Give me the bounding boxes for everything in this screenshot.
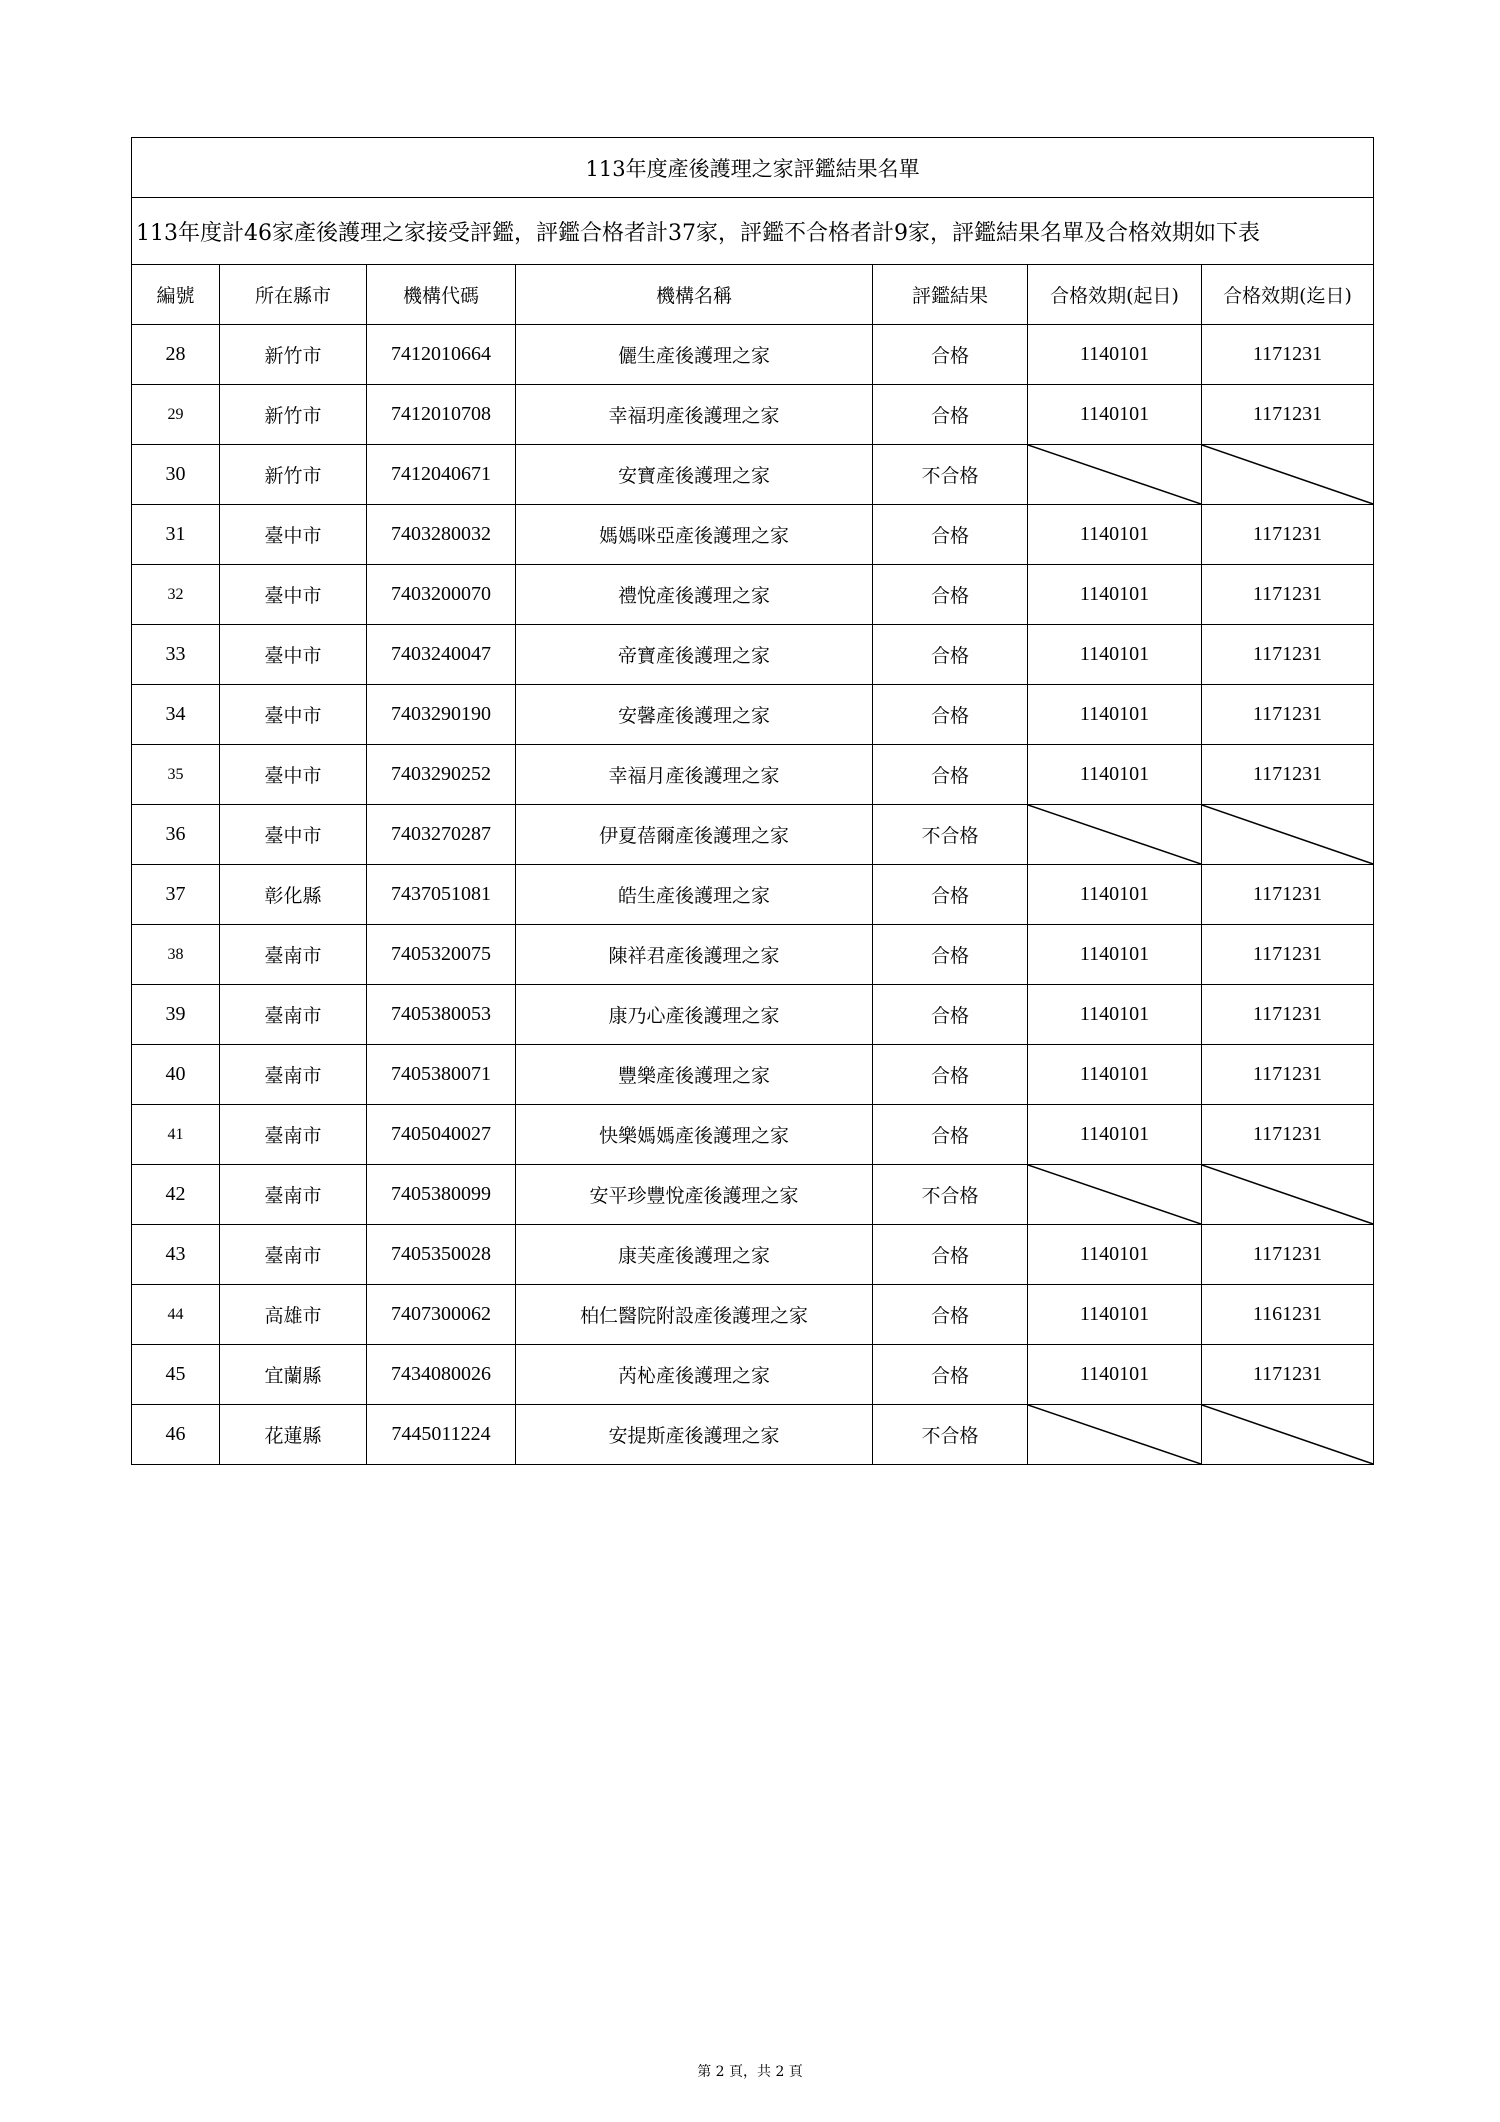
cell-no: 35 [132, 745, 220, 805]
cell-start: 1140101 [1028, 325, 1202, 385]
cell-result: 合格 [873, 685, 1028, 745]
cell-no: 29 [132, 385, 220, 445]
cell-name: 豐樂產後護理之家 [516, 1045, 873, 1105]
cell-no: 30 [132, 445, 220, 505]
cell-city: 臺中市 [220, 805, 367, 865]
cell-code: 7437051081 [367, 865, 516, 925]
table-row [132, 925, 1374, 985]
cell-name: 柏仁醫院附設產後護理之家 [516, 1285, 873, 1345]
cell-name: 安提斯產後護理之家 [516, 1405, 873, 1465]
cell-no: 41 [132, 1105, 220, 1165]
header-name: 機構名稱 [516, 265, 873, 325]
cell-no: 38 [132, 925, 220, 985]
cell-end-na-slash [1202, 445, 1374, 505]
cell-result: 合格 [873, 985, 1028, 1045]
cell-city: 臺南市 [220, 925, 367, 985]
cell-result: 合格 [873, 925, 1028, 985]
cell-start: 1140101 [1028, 1345, 1202, 1405]
cell-result: 不合格 [873, 1165, 1028, 1225]
table-row [132, 805, 1374, 865]
cell-code: 7405350028 [367, 1225, 516, 1285]
header-city: 所在縣市 [220, 265, 367, 325]
cell-result: 合格 [873, 1225, 1028, 1285]
cell-end: 1171231 [1202, 925, 1374, 985]
cell-city: 新竹市 [220, 325, 367, 385]
table-row [132, 1345, 1374, 1405]
table-row [132, 625, 1374, 685]
table-row [132, 565, 1374, 625]
cell-code: 7403240047 [367, 625, 516, 685]
cell-city: 臺中市 [220, 685, 367, 745]
cell-code: 7405380099 [367, 1165, 516, 1225]
cell-result: 合格 [873, 625, 1028, 685]
summary-row [132, 198, 1374, 265]
cell-code: 7403290252 [367, 745, 516, 805]
cell-name: 幸福月產後護理之家 [516, 745, 873, 805]
cell-start-na-slash [1028, 805, 1202, 865]
cell-code: 7405040027 [367, 1105, 516, 1165]
cell-code: 7405380053 [367, 985, 516, 1045]
cell-no: 31 [132, 505, 220, 565]
cell-result: 不合格 [873, 445, 1028, 505]
cell-result: 不合格 [873, 1405, 1028, 1465]
cell-end-na-slash [1202, 1165, 1374, 1225]
header-row [132, 265, 1374, 325]
cell-city: 臺中市 [220, 745, 367, 805]
cell-start: 1140101 [1028, 1105, 1202, 1165]
cell-code: 7412040671 [367, 445, 516, 505]
cell-result: 合格 [873, 385, 1028, 445]
cell-no: 36 [132, 805, 220, 865]
table-row [132, 1045, 1374, 1105]
cell-end: 1171231 [1202, 325, 1374, 385]
cell-no: 43 [132, 1225, 220, 1285]
cell-name: 陳祥君產後護理之家 [516, 925, 873, 985]
cell-end: 1171231 [1202, 865, 1374, 925]
table-row [132, 385, 1374, 445]
cell-end: 1171231 [1202, 505, 1374, 565]
cell-code: 7412010708 [367, 385, 516, 445]
cell-end: 1171231 [1202, 1045, 1374, 1105]
cell-result: 合格 [873, 1345, 1028, 1405]
evaluation-table [131, 137, 1374, 1465]
cell-no: 28 [132, 325, 220, 385]
cell-result: 不合格 [873, 805, 1028, 865]
cell-no: 42 [132, 1165, 220, 1225]
cell-no: 45 [132, 1345, 220, 1405]
cell-code: 7434080026 [367, 1345, 516, 1405]
cell-start-na-slash [1028, 1405, 1202, 1465]
cell-city: 彰化縣 [220, 865, 367, 925]
cell-name: 媽媽咪亞產後護理之家 [516, 505, 873, 565]
cell-name: 伊夏蓓爾產後護理之家 [516, 805, 873, 865]
cell-result: 合格 [873, 1285, 1028, 1345]
summary-text: 113年度計46家產後護理之家接受評鑑，評鑑合格者計37家，評鑑不合格者計9家，評鑑結果名單及合格效期如下表 [132, 198, 1374, 265]
cell-start-na-slash [1028, 1165, 1202, 1225]
cell-start: 1140101 [1028, 625, 1202, 685]
cell-no: 39 [132, 985, 220, 1045]
cell-code: 7407300062 [367, 1285, 516, 1345]
cell-result: 合格 [873, 565, 1028, 625]
page-footer: 第 2 頁，共 2 頁 [697, 2064, 803, 2080]
cell-code: 7403200070 [367, 565, 516, 625]
cell-city: 宜蘭縣 [220, 1345, 367, 1405]
cell-start: 1140101 [1028, 1045, 1202, 1105]
cell-start: 1140101 [1028, 745, 1202, 805]
table-row [132, 865, 1374, 925]
cell-city: 臺中市 [220, 565, 367, 625]
cell-name: 康芙產後護理之家 [516, 1225, 873, 1285]
title-row [132, 138, 1374, 198]
table-row [132, 1105, 1374, 1165]
cell-city: 高雄市 [220, 1285, 367, 1345]
header-result: 評鑑結果 [873, 265, 1028, 325]
table-title: 113年度產後護理之家評鑑結果名單 [132, 138, 1374, 198]
cell-name: 安平珍豐悅產後護理之家 [516, 1165, 873, 1225]
cell-city: 花蓮縣 [220, 1405, 367, 1465]
table-row [132, 985, 1374, 1045]
cell-start: 1140101 [1028, 505, 1202, 565]
cell-code: 7403280032 [367, 505, 516, 565]
header-code: 機構代碼 [367, 265, 516, 325]
table-row [132, 1165, 1374, 1225]
cell-code: 7445011224 [367, 1405, 516, 1465]
cell-end: 1161231 [1202, 1285, 1374, 1345]
cell-code: 7405380071 [367, 1045, 516, 1105]
cell-no: 32 [132, 565, 220, 625]
cell-city: 臺南市 [220, 1045, 367, 1105]
table-row [132, 505, 1374, 565]
cell-end: 1171231 [1202, 685, 1374, 745]
cell-no: 34 [132, 685, 220, 745]
cell-code: 7403290190 [367, 685, 516, 745]
cell-start: 1140101 [1028, 865, 1202, 925]
cell-end: 1171231 [1202, 745, 1374, 805]
table-row [132, 1285, 1374, 1345]
table-row [132, 445, 1374, 505]
cell-start: 1140101 [1028, 385, 1202, 445]
cell-name: 禮悅產後護理之家 [516, 565, 873, 625]
cell-start: 1140101 [1028, 925, 1202, 985]
cell-end-na-slash [1202, 1405, 1374, 1465]
cell-name: 帝寶產後護理之家 [516, 625, 873, 685]
cell-code: 7412010664 [367, 325, 516, 385]
cell-no: 33 [132, 625, 220, 685]
cell-city: 臺中市 [220, 625, 367, 685]
cell-code: 7405320075 [367, 925, 516, 985]
cell-end-na-slash [1202, 805, 1374, 865]
table-row [132, 1405, 1374, 1465]
cell-name: 幸福玥產後護理之家 [516, 385, 873, 445]
cell-name: 安寶產後護理之家 [516, 445, 873, 505]
cell-result: 合格 [873, 505, 1028, 565]
table-row [132, 745, 1374, 805]
cell-name: 快樂媽媽產後護理之家 [516, 1105, 873, 1165]
cell-result: 合格 [873, 865, 1028, 925]
cell-end: 1171231 [1202, 385, 1374, 445]
cell-name: 安馨產後護理之家 [516, 685, 873, 745]
cell-result: 合格 [873, 745, 1028, 805]
cell-start: 1140101 [1028, 685, 1202, 745]
cell-name: 芮杺產後護理之家 [516, 1345, 873, 1405]
cell-no: 44 [132, 1285, 220, 1345]
header-no: 編號 [132, 265, 220, 325]
cell-city: 新竹市 [220, 445, 367, 505]
cell-city: 臺南市 [220, 985, 367, 1045]
cell-end: 1171231 [1202, 985, 1374, 1045]
cell-result: 合格 [873, 325, 1028, 385]
table-row [132, 685, 1374, 745]
cell-city: 臺中市 [220, 505, 367, 565]
cell-city: 臺南市 [220, 1105, 367, 1165]
cell-name: 皓生產後護理之家 [516, 865, 873, 925]
cell-start: 1140101 [1028, 1225, 1202, 1285]
cell-start: 1140101 [1028, 985, 1202, 1045]
cell-no: 37 [132, 865, 220, 925]
cell-end: 1171231 [1202, 625, 1374, 685]
cell-end: 1171231 [1202, 1105, 1374, 1165]
cell-city: 臺南市 [220, 1225, 367, 1285]
header-start: 合格效期(起日) [1028, 265, 1202, 325]
cell-start: 1140101 [1028, 565, 1202, 625]
cell-city: 臺南市 [220, 1165, 367, 1225]
cell-result: 合格 [873, 1045, 1028, 1105]
cell-end: 1171231 [1202, 1345, 1374, 1405]
cell-name: 儷生產後護理之家 [516, 325, 873, 385]
cell-city: 新竹市 [220, 385, 367, 445]
header-end: 合格效期(迄日) [1202, 265, 1374, 325]
cell-start-na-slash [1028, 445, 1202, 505]
table-row [132, 325, 1374, 385]
cell-name: 康乃心產後護理之家 [516, 985, 873, 1045]
cell-no: 46 [132, 1405, 220, 1465]
cell-end: 1171231 [1202, 565, 1374, 625]
cell-code: 7403270287 [367, 805, 516, 865]
cell-end: 1171231 [1202, 1225, 1374, 1285]
cell-no: 40 [132, 1045, 220, 1105]
table-row [132, 1225, 1374, 1285]
cell-result: 合格 [873, 1105, 1028, 1165]
cell-start: 1140101 [1028, 1285, 1202, 1345]
